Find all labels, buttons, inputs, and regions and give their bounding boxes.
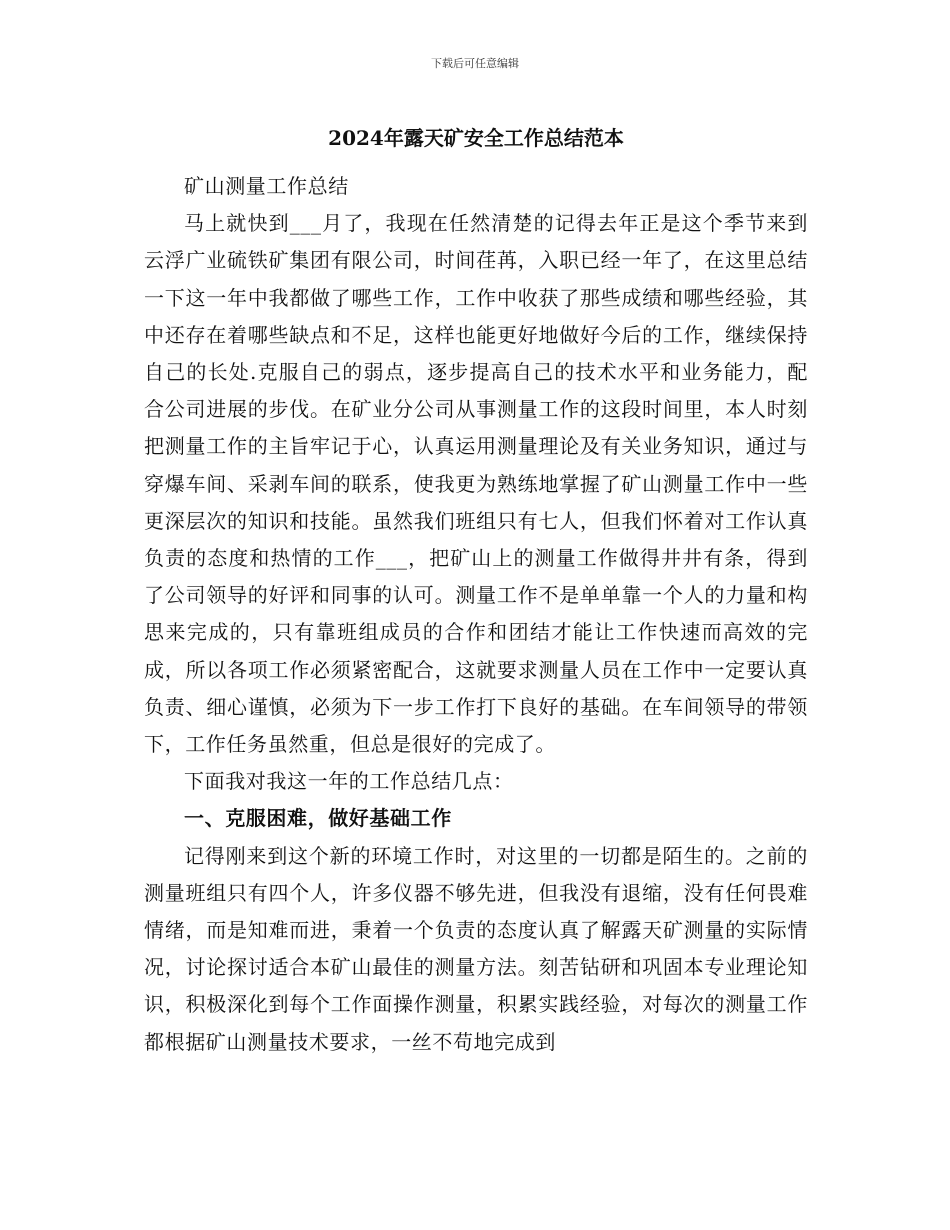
paragraph-lead-in: 下面我对我这一年的工作总结几点： — [184, 769, 514, 794]
page-header-note: 下载后可任意编辑 — [431, 57, 519, 70]
paragraph-section-1: 记得刚来到这个新的环境工作时，对这里的一切都是陌生的。之前的测量班组只有四个人，许多仪器不够先进，但我没有退缩，没有任何畏难情绪，而是知难而进，秉着一个负责的态度认真了解露天矿测量的实际情况，讨论探讨适合本矿山最佳的测量方法。刻苦钻研和巩固本专业理论知识，积极深化到每个工作面操作测量，积累实践经验，对每次的测量工作都根据矿山测量技术要求，一丝不苟地完成到 — [144, 843, 808, 1054]
document-body — [144, 118, 808, 1061]
paragraph-subtitle: 矿山测量工作总结 — [184, 174, 349, 198]
paragraph-intro: 马上就快到___月了，我现在任然清楚的记得去年正是这个季节来到云浮广业硫铁矿集团有限公司，时间荏苒，入职已经一年了，在这里总结一下这一年中我都做了哪些工作，工作中收获了那些成绩和哪些经验，其中还存在着哪些缺点和不足，这样也能更好地做好今后的工作，继续保持自己的长处.克服自己的弱点，逐步提高自己的技术水平和业务能力，配合公司进展的步伐。在矿业分公司从事测量工作的这段时间里，本人时刻把测量工作的主旨牢记于心，认真运用测量理论及有关业务知识，通过与穿爆车间、采剥车间的联系，使我更为熟练地掌握了矿山测量工作中一些更深层次的知识和技能。虽然我们班组只有七人，但我们怀着对工作认真负责的态度和热情的工作___，把矿山上的测量工作做得井井有条，得到了公司领导的好评和同事的认可。测量工作不是单单靠一个人的力量和构思来完成的，只有靠班组成员的合作和团结才能让工作快速而高效的完成，所以各项工作必须紧密配合，这就要求测量人员在工作中一定要认真负责、细心谨慎，必须为下一步工作打下良好的基础。在车间领导的带领下，工作任务虽然重，但总是很好的完成了。 — [144, 211, 808, 757]
section-heading-1: 一、克服困难，做好基础工作 — [184, 806, 452, 831]
document-title: 2024年露天矿安全工作总结范本 — [328, 126, 624, 150]
